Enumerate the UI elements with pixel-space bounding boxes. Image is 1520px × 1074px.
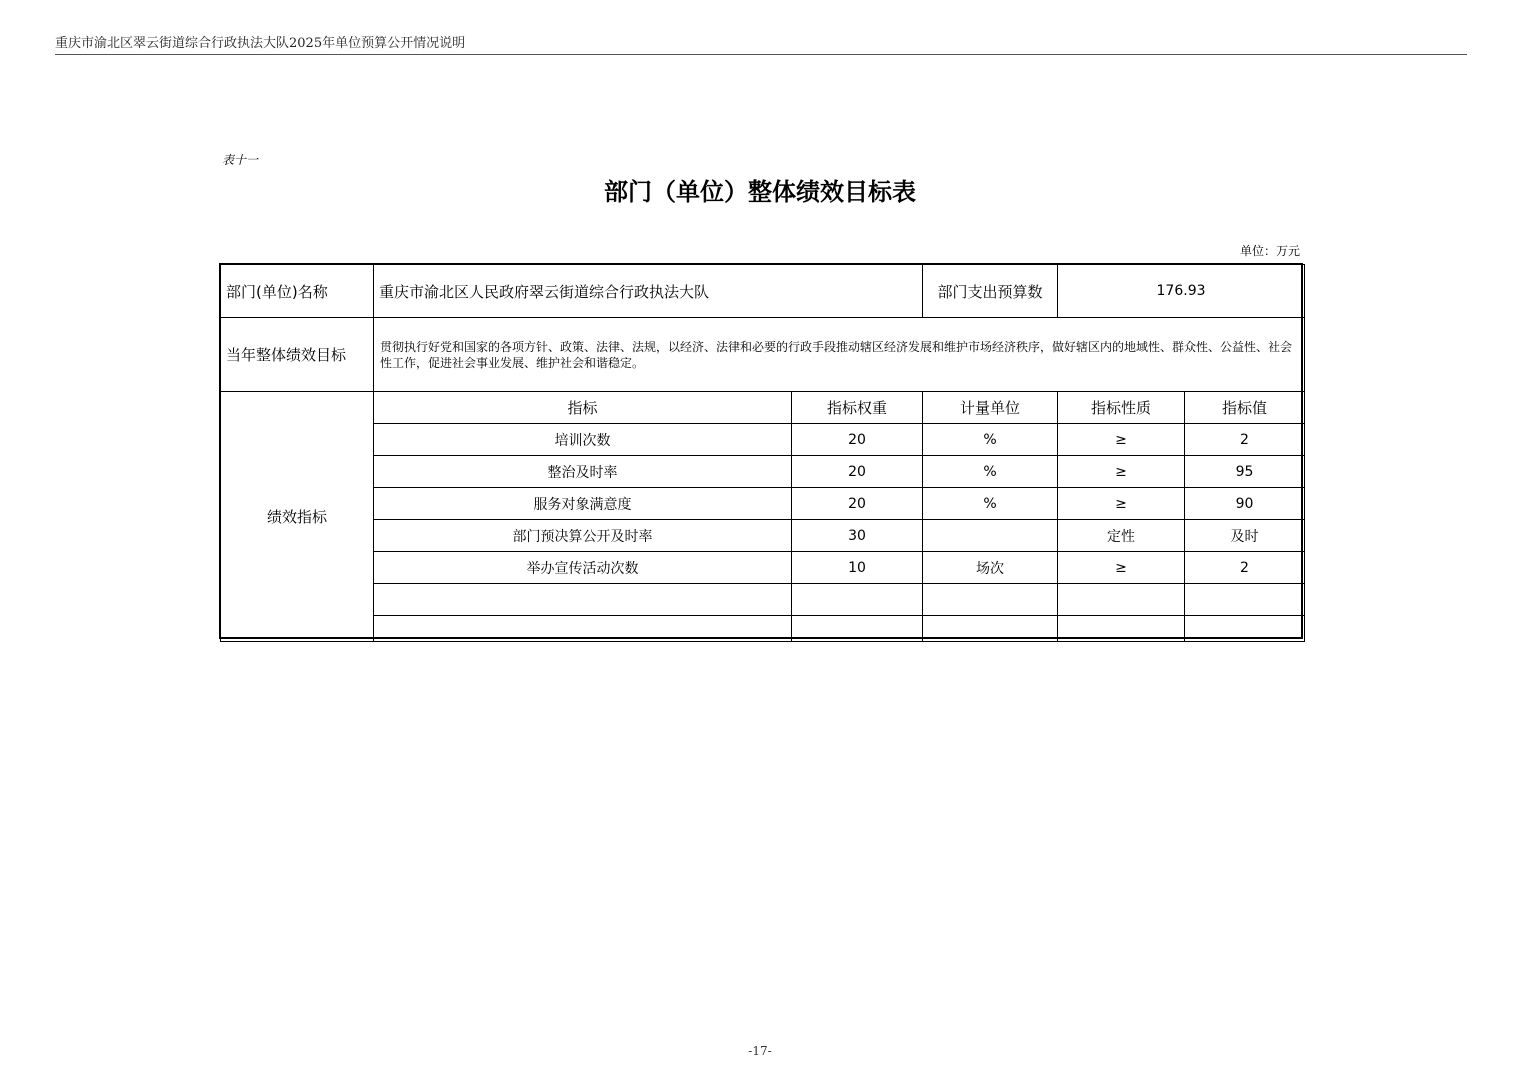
indicator-name: 举办宣传活动次数 xyxy=(374,552,792,584)
indicator-name xyxy=(374,584,792,616)
indicator-name: 整治及时率 xyxy=(374,456,792,488)
indicator-value: 95 xyxy=(1185,456,1305,488)
indicator-weight: 20 xyxy=(792,488,923,520)
table-row xyxy=(221,520,1305,552)
indicator-weight: 10 xyxy=(792,552,923,584)
indicator-value: 及时 xyxy=(1185,520,1305,552)
goal-label: 当年整体绩效目标 xyxy=(221,318,374,392)
page-title: 部门（单位）整体绩效目标表 xyxy=(604,178,916,206)
col-header-unit: 计量单位 xyxy=(923,392,1058,424)
dept-row xyxy=(221,265,1305,318)
performance-target-table xyxy=(220,264,1305,642)
col-header-indicator: 指标 xyxy=(374,392,792,424)
indicator-weight: 30 xyxy=(792,520,923,552)
indicator-unit xyxy=(923,584,1058,616)
table-row xyxy=(221,488,1305,520)
indicator-nature: ≥ xyxy=(1058,552,1185,584)
col-header-weight: 指标权重 xyxy=(792,392,923,424)
indicator-name: 部门预决算公开及时率 xyxy=(374,520,792,552)
col-header-nature: 指标性质 xyxy=(1058,392,1185,424)
table-row xyxy=(221,552,1305,584)
indicator-section-label: 绩效指标 xyxy=(221,392,374,642)
indicator-nature: ≥ xyxy=(1058,456,1185,488)
indicator-unit: % xyxy=(923,456,1058,488)
indicator-weight xyxy=(792,584,923,616)
table-row xyxy=(221,616,1305,642)
indicator-name xyxy=(374,616,792,642)
dept-name-value: 重庆市渝北区人民政府翠云街道综合行政执法大队 xyxy=(374,265,923,318)
indicator-value xyxy=(1185,584,1305,616)
indicator-nature: ≥ xyxy=(1058,488,1185,520)
page-number: -17- xyxy=(748,1044,772,1058)
indicator-name: 服务对象满意度 xyxy=(374,488,792,520)
indicator-value xyxy=(1185,616,1305,642)
indicator-unit: % xyxy=(923,424,1058,456)
running-header: 重庆市渝北区翠云街道综合行政执法大队2025年单位预算公开情况说明 xyxy=(55,36,466,51)
goal-row xyxy=(221,318,1305,392)
indicator-header-row xyxy=(221,392,1305,424)
col-header-value: 指标值 xyxy=(1185,392,1305,424)
table-row xyxy=(221,456,1305,488)
budget-value: 176.93 xyxy=(1058,265,1305,318)
indicator-name: 培训次数 xyxy=(374,424,792,456)
indicator-unit xyxy=(923,616,1058,642)
indicator-weight: 20 xyxy=(792,456,923,488)
indicator-weight xyxy=(792,616,923,642)
indicator-value: 2 xyxy=(1185,424,1305,456)
indicator-nature: ≥ xyxy=(1058,424,1185,456)
indicator-nature xyxy=(1058,616,1185,642)
indicator-nature: 定性 xyxy=(1058,520,1185,552)
goal-text: 贯彻执行好党和国家的各项方针、政策、法律、法规，以经济、法律和必要的行政手段推动辖区经济发展和维护市场经济秩序，做好辖区内的地域性、群众性、公益性、社会性工作，促进社会事业发展、维护社会和谐稳定。 xyxy=(374,318,1305,392)
indicator-unit: 场次 xyxy=(923,552,1058,584)
indicator-weight: 20 xyxy=(792,424,923,456)
budget-label: 部门支出预算数 xyxy=(923,265,1058,318)
table-row xyxy=(221,424,1305,456)
unit-note: 单位：万元 xyxy=(1239,244,1300,258)
indicator-value: 90 xyxy=(1185,488,1305,520)
indicator-unit: % xyxy=(923,488,1058,520)
table-number: 表十一 xyxy=(222,153,259,167)
indicator-nature xyxy=(1058,584,1185,616)
indicator-unit xyxy=(923,520,1058,552)
indicator-value: 2 xyxy=(1185,552,1305,584)
dept-name-label: 部门(单位)名称 xyxy=(221,265,374,318)
header-rule xyxy=(55,54,1467,55)
table-row xyxy=(221,584,1305,616)
